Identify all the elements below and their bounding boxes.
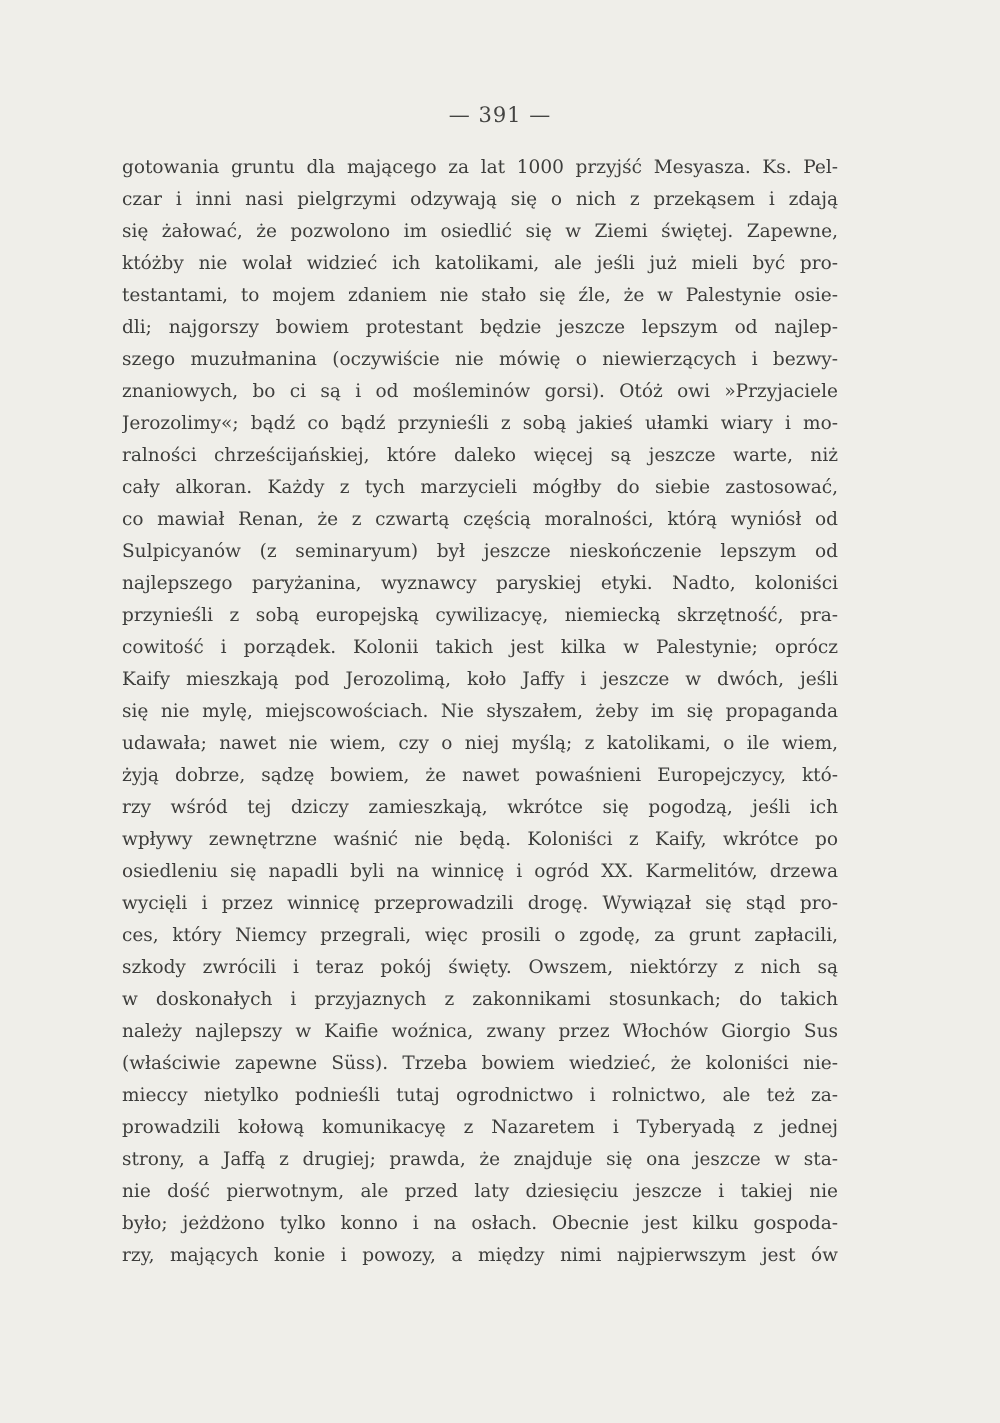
text-line: Sulpicyanów (z seminaryum) był jeszcze nieskończenie lepszym od <box>122 541 838 562</box>
page-number: — 391 — <box>448 103 552 127</box>
text-line: się nie mylę, miejscowościach. Nie słyszałem, żeby im się propaganda <box>122 701 838 722</box>
text-line: w doskonałych i przyjaznych z zakonnikami stosunkach; do takich <box>122 989 838 1010</box>
text-line: najlepszego paryżanina, wyznawcy paryskiej etyki. Nadto, koloniści <box>122 573 838 594</box>
text-line: było; jeżdżono tylko konno i na osłach. Obecnie jest kilku gospoda- <box>122 1213 838 1234</box>
text-line: cały alkoran. Każdy z tych marzycieli mógłby do siebie zastosować, <box>122 477 838 498</box>
text-line: ralności chrześcijańskiej, które daleko więcej są jeszcze warte, niż <box>122 445 838 466</box>
text-line: cowitość i porządek. Kolonii takich jest kilka w Palestynie; oprócz <box>122 637 838 658</box>
text-line: rzy, mających konie i powozy, a między nimi najpierwszym jest ów <box>122 1245 838 1266</box>
text-line: ces, który Niemcy przegrali, więc prosili o zgodę, za grunt zapłacili, <box>122 925 838 946</box>
text-line: nie dość pierwotnym, ale przed laty dziesięciu jeszcze i takiej nie <box>122 1181 838 1202</box>
text-line: przynieśli z sobą europejską cywilizacyę, niemiecką skrzętność, pra- <box>122 605 838 626</box>
text-line: się żałować, że pozwolono im osiedlić się w Ziemi świętej. Zapewne, <box>122 221 838 242</box>
text-line: należy najlepszy w Kaifie woźnica, zwany przez Włochów Giorgio Sus <box>122 1021 838 1042</box>
text-line: strony, a Jaffą z drugiej; prawda, że znajduje się ona jeszcze w sta- <box>122 1149 838 1170</box>
text-line: szkody zwrócili i teraz pokój święty. Owszem, niektórzy z nich są <box>122 957 838 978</box>
text-line: któżby nie wolał widzieć ich katolikami, ale jeśli już mieli być pro- <box>122 253 838 274</box>
text-line: prowadzili kołową komunikacyę z Nazaretem i Tyberyadą z jednej <box>122 1117 838 1138</box>
text-line: wpływy zewnętrzne waśnić nie będą. Koloniści z Kaify, wkrótce po <box>122 829 838 850</box>
body-text <box>122 152 838 1272</box>
text-line: (właściwie zapewne Süss). Trzeba bowiem wiedzieć, że koloniści nie- <box>122 1053 838 1074</box>
text-line: Jerozolimy«; bądź co bądź przynieśli z sobą jakieś ułamki wiary i mo- <box>122 413 838 434</box>
text-line: znaniowych, bo ci są i od mośleminów gorsi). Otóż owi »Przyjaciele <box>122 381 838 402</box>
text-line: dli; najgorszy bowiem protestant będzie jeszcze lepszym od najlep- <box>122 317 838 338</box>
text-line: testantami, to mojem zdaniem nie stało się źle, że w Palestynie osie- <box>122 285 838 306</box>
text-line: osiedleniu się napadli byli na winnicę i ogród XX. Karmelitów, drzewa <box>122 861 838 882</box>
text-line: rzy wśród tej dziczy zamieszkają, wkrótce się pogodzą, jeśli ich <box>122 797 838 818</box>
text-line: wycięli i przez winnicę przeprowadzili drogę. Wywiązał się stąd pro- <box>122 893 838 914</box>
text-line: udawała; nawet nie wiem, czy o niej myślą; z katolikami, o ile wiem, <box>122 733 838 754</box>
text-line: szego muzułmanina (oczywiście nie mówię o niewierzących i bezwy- <box>122 349 838 370</box>
text-line: żyją dobrze, sądzę bowiem, że nawet powaśnieni Europejczycy, któ- <box>122 765 838 786</box>
text-line: mieccy nietylko podnieśli tutaj ogrodnictwo i rolnictwo, ale też za- <box>122 1085 838 1106</box>
text-line: gotowania gruntu dla mającego za lat 1000 przyjść Mesyasza. Ks. Pel- <box>122 157 838 178</box>
text-line: czar i inni nasi pielgrzymi odzywają się o nich z przekąsem i zdają <box>122 189 838 210</box>
text-line: co mawiał Renan, że z czwartą częścią moralności, którą wyniósł od <box>122 509 838 530</box>
text-line: Kaify mieszkają pod Jerozolimą, koło Jaffy i jeszcze w dwóch, jeśli <box>122 669 838 690</box>
